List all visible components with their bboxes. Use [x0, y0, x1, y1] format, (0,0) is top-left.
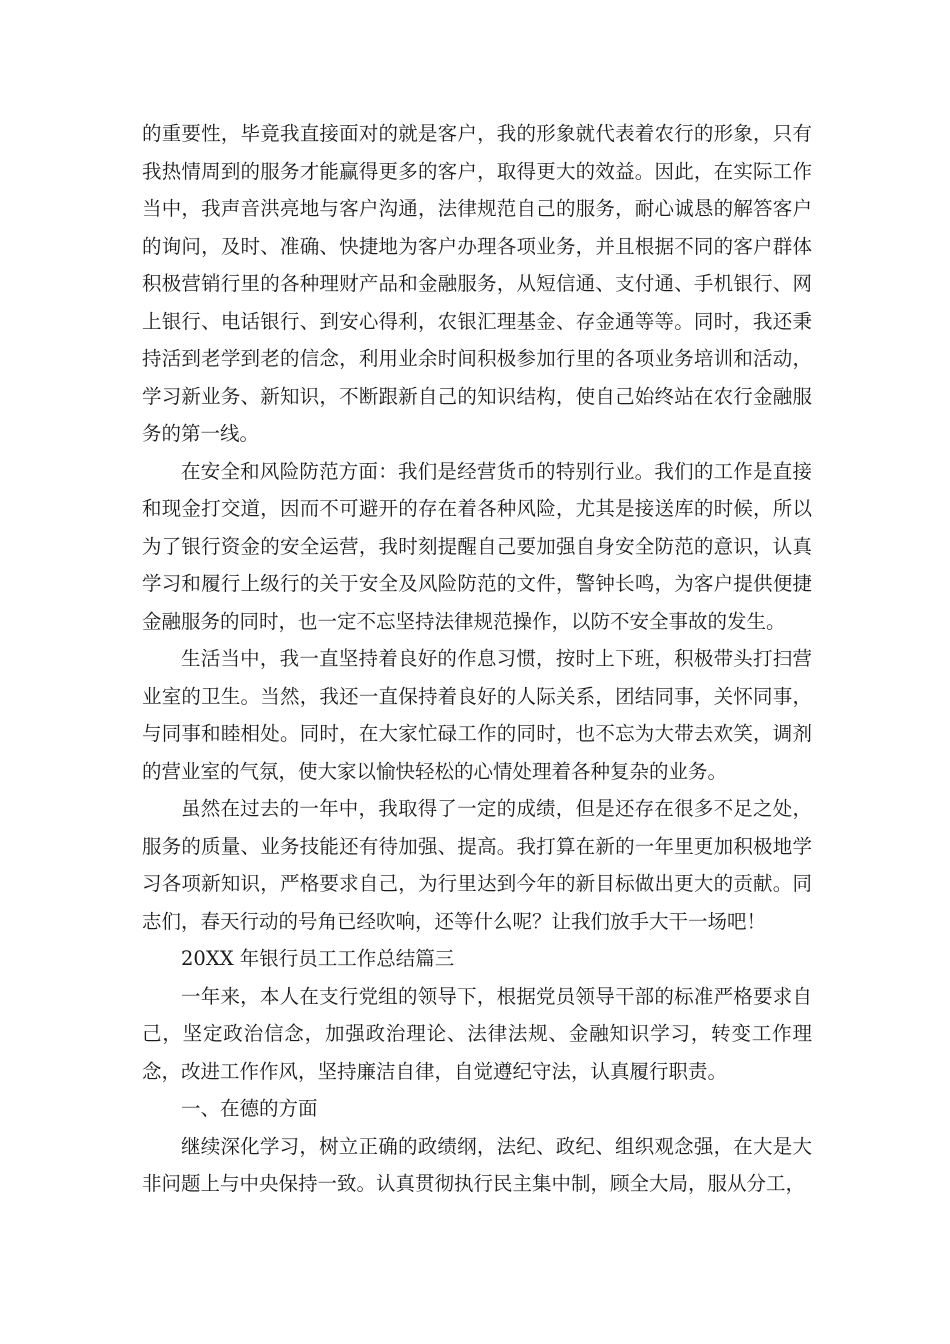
paragraph-life: 生活当中，我一直坚持着良好的作息习惯，按时上下班，积极带头打扫营业室的卫生。当然，我还一直保持着良好的人际关系，团结同事，关怀同事，与同事和睦相处。同时，在大家忙碌工作的同时，也不忘为大带去欢笑，调剂的营业室的气氛，使大家以愉快轻松的心情处理着各种复杂的业务。	[142, 647, 812, 783]
paragraph-summary: 虽然在过去的一年中，我取得了一定的成绩，但是还存在很多不足之处，服务的质量、业务技能还有待加强、提高。我打算在新的一年里更加积极地学习各项新知识，严格要求自己，为行里达到今年的新目标做出更大的贡献。同志们，春天行动的号角已经吹响，还等什么呢？让我们放手大干一场吧！	[142, 797, 812, 933]
subsection-heading: 一、在德的方面	[181, 1097, 318, 1120]
paragraph-safety: 在安全和风险防范方面：我们是经营货币的特别行业。我们的工作是直接和现金打交道，因而不可避开的存在着各种风险，尤其是接送库的时候，所以为了银行资金的安全运营，我时刻提醒自己要加强自身安全防范的意识，认真学习和履行上级行的关于安全及风险防范的文件，警钟长鸣，为客户提供便捷金融服务的同时，也一定不忘坚持法律规范操作，以防不安全事故的发生。	[142, 459, 812, 633]
section-title: 20XX 年银行员工工作总结篇三	[181, 947, 455, 970]
paragraph-intro: 一年来，本人在支行党组的领导下，根据党员领导干部的标准严格要求自己，坚定政治信念，加强政治理论、法律法规、金融知识学习，转变工作理念，改进工作作风，坚持廉洁自律，自觉遵纪守法，认真履行职责。	[142, 984, 812, 1083]
paragraph-service: 的重要性，毕竟我直接面对的就是客户，我的形象就代表着农行的形象，只有我热情周到的服务才能赢得更多的客户，取得更大的效益。因此，在实际工作当中，我声音洪亮地与客户沟通，法律规范自己的服务，耐心诚恳的解答客户的询问，及时、准确、快捷地为客户办理各项业务，并且根据不同的客户群体积极营销行里的各种理财产品和金融服务，从短信通、支付通、手机银行、网上银行、电话银行、到安心得利，农银汇理基金、存金通等等。同时，我还秉持活到老学到老的信念，利用业余时间积极参加行里的各项业务培训和活动，学习新业务、新知识，不断跟新自己的知识结构，使自己始终站在农行金融服务的第一线。	[142, 122, 812, 445]
document-body	[142, 115, 812, 1203]
paragraph-ethics: 继续深化学习，树立正确的政绩纲，法纪、政纪、组织观念强，在大是大非问题上与中央保持一致。认真贯彻执行民主集中制，顾全大局，服从分工，	[142, 1134, 812, 1195]
